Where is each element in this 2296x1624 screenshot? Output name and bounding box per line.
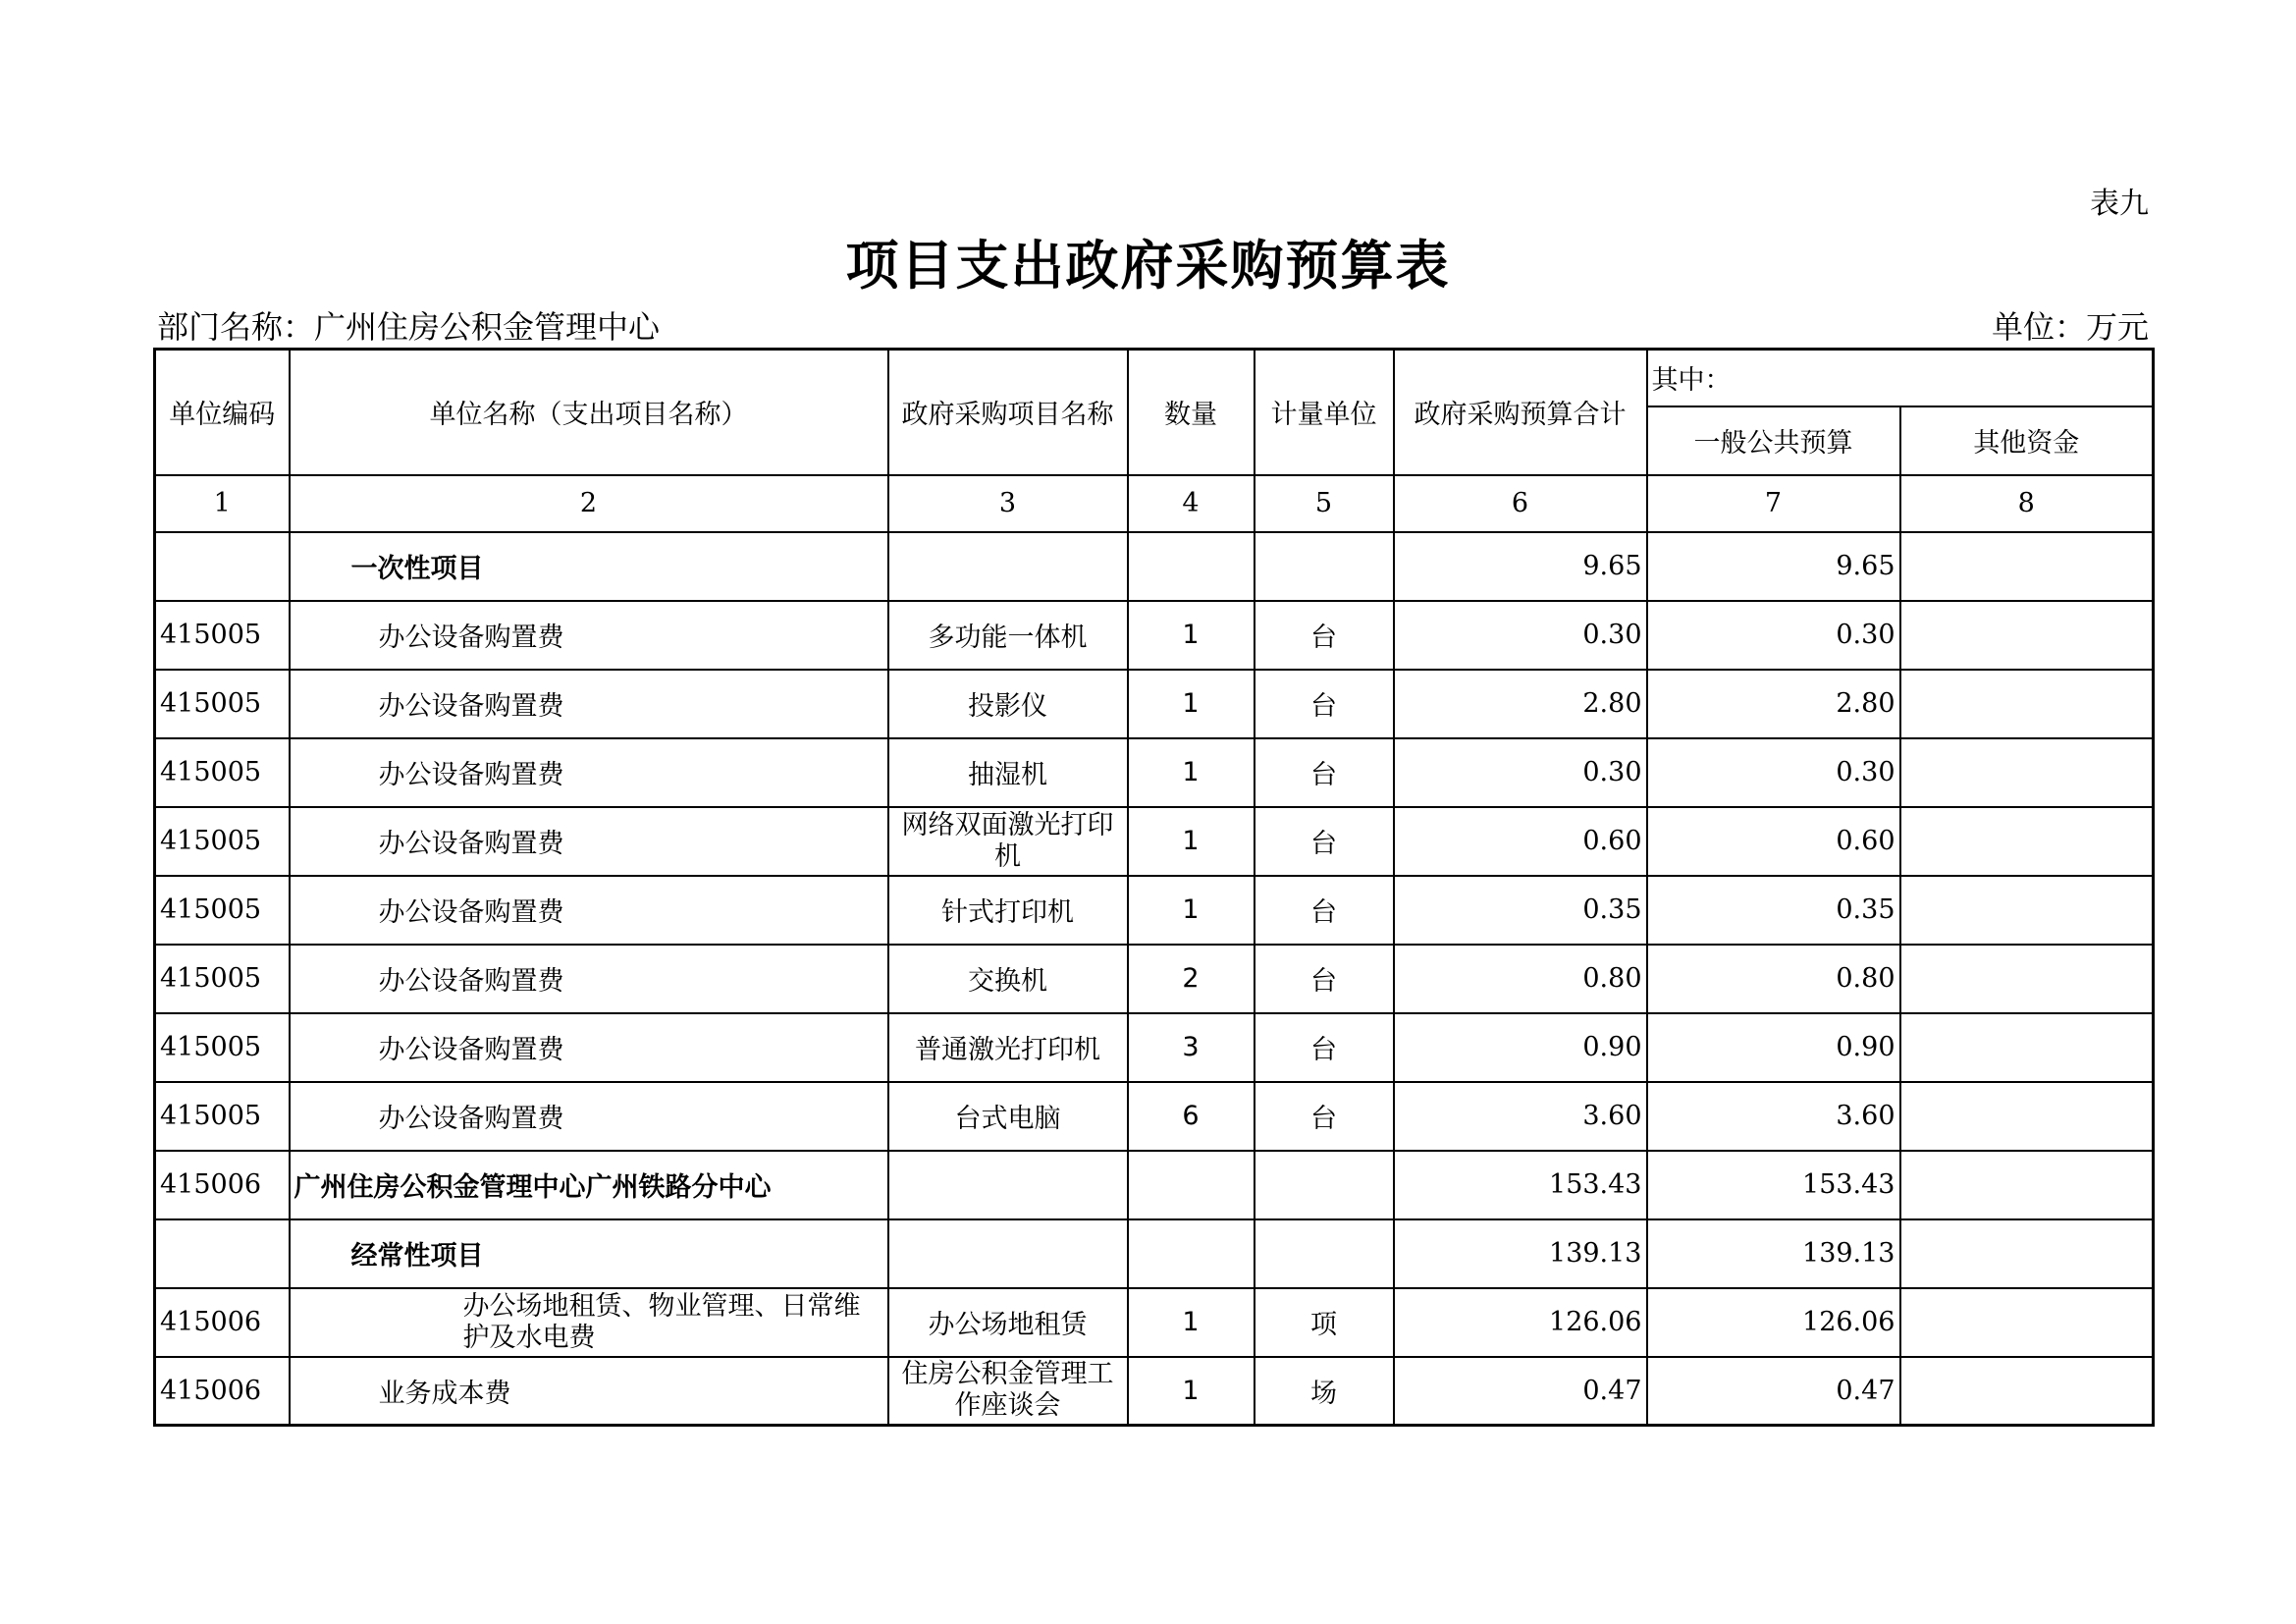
cell-other — [1900, 738, 2154, 807]
page-title: 项目支出政府采购预算表 — [845, 235, 1451, 297]
cell-other — [1900, 1219, 2154, 1288]
cell-general: 0.47 — [1647, 1357, 1900, 1426]
cell-other — [1900, 945, 2154, 1013]
cell-qty — [1128, 1151, 1255, 1219]
cell-other — [1900, 876, 2154, 945]
cell-other — [1900, 1288, 2154, 1357]
cell-total: 0.60 — [1394, 807, 1647, 876]
cell-qty: 1 — [1128, 738, 1255, 807]
cell-name: 办公设备购置费 — [290, 1013, 888, 1082]
cell-name: 办公设备购置费 — [290, 670, 888, 738]
cell-qty: 3 — [1128, 1013, 1255, 1082]
col-number: 6 — [1394, 475, 1647, 532]
cell-qty: 1 — [1128, 601, 1255, 670]
col-number: 7 — [1647, 475, 1900, 532]
department-name: 部门名称：广州住房公积金管理中心 — [157, 308, 661, 346]
cell-qty — [1128, 1219, 1255, 1288]
col-number: 1 — [155, 475, 290, 532]
cell-total: 153.43 — [1394, 1151, 1647, 1219]
cell-code: 415005 — [155, 807, 290, 876]
header-qty: 数量 — [1128, 350, 1255, 475]
cell-total: 0.30 — [1394, 738, 1647, 807]
cell-other — [1900, 1082, 2154, 1151]
cell-general: 126.06 — [1647, 1288, 1900, 1357]
cell-code: 415005 — [155, 601, 290, 670]
table-row — [155, 670, 2154, 738]
cell-general: 0.35 — [1647, 876, 1900, 945]
cell-item: 网络双面激光打印机 — [888, 807, 1128, 876]
cell-unit: 项 — [1255, 1288, 1394, 1357]
cell-unit: 台 — [1255, 670, 1394, 738]
table-row — [155, 945, 2154, 1013]
cell-other — [1900, 1013, 2154, 1082]
cell-name: 办公设备购置费 — [290, 601, 888, 670]
cell-qty: 6 — [1128, 1082, 1255, 1151]
table-tag: 表九 — [2090, 187, 2149, 221]
table-row — [155, 601, 2154, 670]
cell-name: 办公设备购置费 — [290, 876, 888, 945]
header-measure: 计量单位 — [1255, 350, 1394, 475]
cell-unit: 台 — [1255, 807, 1394, 876]
cell-qty: 1 — [1128, 670, 1255, 738]
col-number: 2 — [290, 475, 888, 532]
cell-item — [888, 1219, 1128, 1288]
cell-qty: 1 — [1128, 1357, 1255, 1426]
cell-other — [1900, 601, 2154, 670]
col-number: 3 — [888, 475, 1128, 532]
cell-name: 办公设备购置费 — [290, 945, 888, 1013]
cell-unit — [1255, 1219, 1394, 1288]
cell-code: 415006 — [155, 1151, 290, 1219]
cell-name: 广州住房公积金管理中心广州铁路分中心 — [290, 1151, 888, 1219]
cell-unit: 场 — [1255, 1357, 1394, 1426]
cell-total: 0.80 — [1394, 945, 1647, 1013]
cell-code: 415006 — [155, 1357, 290, 1426]
cell-general: 0.30 — [1647, 601, 1900, 670]
cell-unit: 台 — [1255, 1082, 1394, 1151]
unit-label: 单位：万元 — [1991, 308, 2149, 346]
cell-total: 9.65 — [1394, 532, 1647, 601]
table-row — [155, 1013, 2154, 1082]
cell-general: 153.43 — [1647, 1151, 1900, 1219]
cell-other — [1900, 532, 2154, 601]
cell-item — [888, 532, 1128, 601]
cell-qty — [1128, 532, 1255, 601]
cell-general: 0.30 — [1647, 738, 1900, 807]
cell-qty: 1 — [1128, 1288, 1255, 1357]
cell-general: 0.80 — [1647, 945, 1900, 1013]
cell-code — [155, 532, 290, 601]
cell-item: 抽湿机 — [888, 738, 1128, 807]
cell-name: 办公设备购置费 — [290, 738, 888, 807]
cell-name: 办公设备购置费 — [290, 1082, 888, 1151]
header-general: 一般公共预算 — [1647, 406, 1900, 475]
table-row — [155, 1357, 2154, 1426]
cell-other — [1900, 807, 2154, 876]
cell-item — [888, 1151, 1128, 1219]
cell-qty: 1 — [1128, 876, 1255, 945]
cell-unit: 台 — [1255, 945, 1394, 1013]
cell-qty: 2 — [1128, 945, 1255, 1013]
col-number: 8 — [1900, 475, 2154, 532]
cell-qty: 1 — [1128, 807, 1255, 876]
cell-total: 0.30 — [1394, 601, 1647, 670]
cell-item: 投影仪 — [888, 670, 1128, 738]
header-of-which: 其中： — [1647, 350, 2154, 406]
cell-item: 多功能一体机 — [888, 601, 1128, 670]
cell-general: 9.65 — [1647, 532, 1900, 601]
table-row — [155, 738, 2154, 807]
cell-total: 3.60 — [1394, 1082, 1647, 1151]
col-number: 4 — [1128, 475, 1255, 532]
table-row — [155, 532, 2154, 601]
cell-code — [155, 1219, 290, 1288]
cell-general: 139.13 — [1647, 1219, 1900, 1288]
cell-general: 0.60 — [1647, 807, 1900, 876]
cell-code: 415005 — [155, 1082, 290, 1151]
cell-item: 普通激光打印机 — [888, 1013, 1128, 1082]
cell-code: 415005 — [155, 876, 290, 945]
header-other: 其他资金 — [1900, 406, 2154, 475]
cell-item: 交换机 — [888, 945, 1128, 1013]
cell-unit — [1255, 532, 1394, 601]
cell-name: 一次性项目 — [290, 532, 888, 601]
cell-code: 415005 — [155, 738, 290, 807]
cell-general: 3.60 — [1647, 1082, 1900, 1151]
cell-name — [290, 1288, 888, 1357]
cell-general: 0.90 — [1647, 1013, 1900, 1082]
cell-unit: 台 — [1255, 601, 1394, 670]
cell-total: 139.13 — [1394, 1219, 1647, 1288]
cell-total: 0.90 — [1394, 1013, 1647, 1082]
cell-unit: 台 — [1255, 876, 1394, 945]
table-row — [155, 807, 2154, 876]
cell-other — [1900, 1357, 2154, 1426]
header-total: 政府采购预算合计 — [1394, 350, 1647, 475]
budget-table — [153, 348, 2155, 1427]
cell-item: 台式电脑 — [888, 1082, 1128, 1151]
cell-code: 415006 — [155, 1288, 290, 1357]
cell-item: 办公场地租赁 — [888, 1288, 1128, 1357]
table-row — [155, 1151, 2154, 1219]
cell-other — [1900, 1151, 2154, 1219]
cell-total: 126.06 — [1394, 1288, 1647, 1357]
cell-unit: 台 — [1255, 738, 1394, 807]
table-row — [155, 1288, 2154, 1357]
cell-total: 2.80 — [1394, 670, 1647, 738]
cell-name-text: 办公场地租赁、物业管理、日常维护及水电费 — [462, 1290, 861, 1353]
cell-unit: 台 — [1255, 1013, 1394, 1082]
cell-name: 经常性项目 — [290, 1219, 888, 1288]
cell-item: 针式打印机 — [888, 876, 1128, 945]
cell-general: 2.80 — [1647, 670, 1900, 738]
cell-name: 办公设备购置费 — [290, 807, 888, 876]
cell-total: 0.35 — [1394, 876, 1647, 945]
table-row — [155, 1219, 2154, 1288]
header-code: 单位编码 — [155, 350, 290, 475]
col-number: 5 — [1255, 475, 1394, 532]
header-name: 单位名称（支出项目名称） — [290, 350, 888, 475]
header-proc-item: 政府采购项目名称 — [888, 350, 1128, 475]
table-row — [155, 1082, 2154, 1151]
cell-unit — [1255, 1151, 1394, 1219]
cell-code: 415005 — [155, 670, 290, 738]
cell-name: 业务成本费 — [290, 1357, 888, 1426]
cell-other — [1900, 670, 2154, 738]
cell-item: 住房公积金管理工作座谈会 — [888, 1357, 1128, 1426]
table-row — [155, 876, 2154, 945]
cell-total: 0.47 — [1394, 1357, 1647, 1426]
cell-code: 415005 — [155, 945, 290, 1013]
cell-code: 415005 — [155, 1013, 290, 1082]
